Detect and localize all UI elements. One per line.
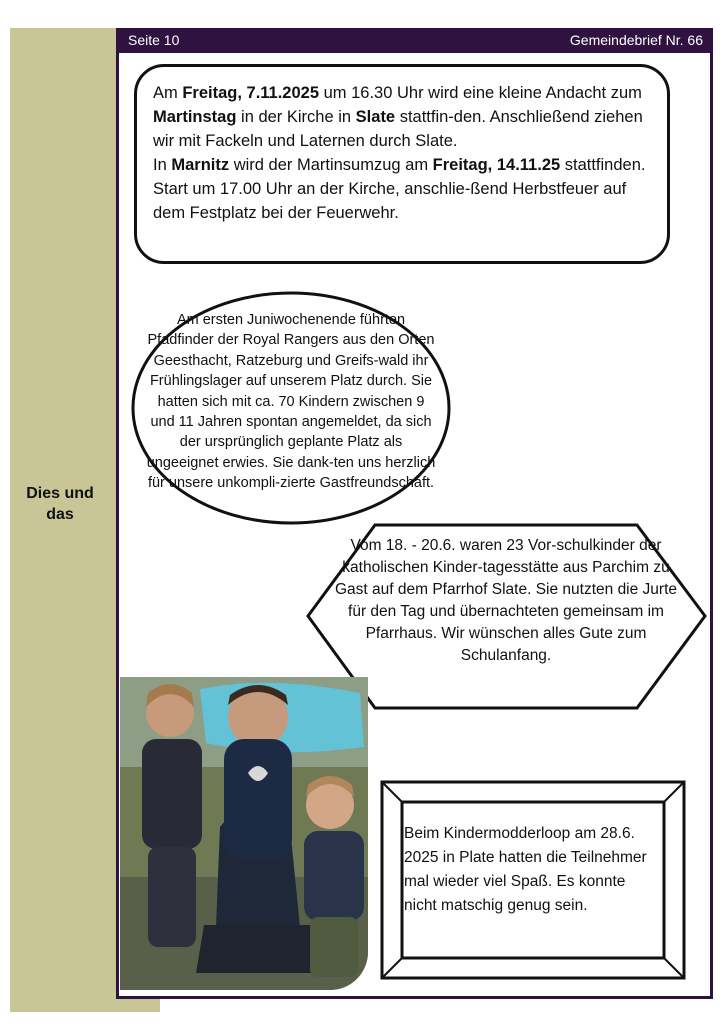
martinstag-paragraph-slate: Am Freitag, 7.11.2025 um 16.30 Uhr wird eine kleine Andacht zum Martinstag in der Kirche in Slate stattfin-den. Anschließend ziehen wir mit Fackeln und Laternen durch Slate. [153, 84, 643, 150]
newsletter-title: Gemeindebrief Nr. 66 [569, 32, 703, 48]
modderloop-text: Beim Kindermodderloop am 28.6. 2025 in Plate hatten die Teilnehmer mal wieder viel Spaß. Es konnte nicht matschig genug sein. [404, 825, 647, 914]
martinstag-notice [134, 64, 670, 264]
pfadfinder-text: Am ersten Juniwochenende führten Pfadfinder der Royal Rangers aus den Orten Geesthacht, Ratzeburg und Greifs-wald ihr Frühlingslager auf unserem Platz durch. Sie hatten sich mit ca. 70 Kindern zwischen 9 und 11 Jahren spontan angemeldet, da sich der ursprünglich geplante Platz als ungeeignet erwies. Sie dank-ten uns herzlich für unsere unkompli-zierte Gastfreundschaft. [146, 312, 436, 492]
page-number: Seite 10 [128, 32, 180, 48]
section-label: Dies und das [26, 485, 94, 523]
modderloop-photo [120, 677, 368, 990]
vorschulkinder-text: Vom 18. - 20.6. waren 23 Vor-schulkinder der katholischen Kinder-tagesstätte aus Parchim zu Gast auf dem Pfarrhof Slate. Sie nutzten die Jurte für den Tag und übernachteten gemeinsam im Pfarrhaus. Wir wünschen alles Gute zum Schulanfang. [334, 537, 678, 664]
martinstag-paragraph-marnitz: In Marnitz wird der Martinsumzug am Freitag, 14.11.25 stattfinden. Start um 17.00 Uhr an der Kirche, anschlie-ßend Herbstfeuer auf dem Festplatz bei der Feuerwehr. [153, 156, 646, 222]
page-header [116, 28, 713, 53]
